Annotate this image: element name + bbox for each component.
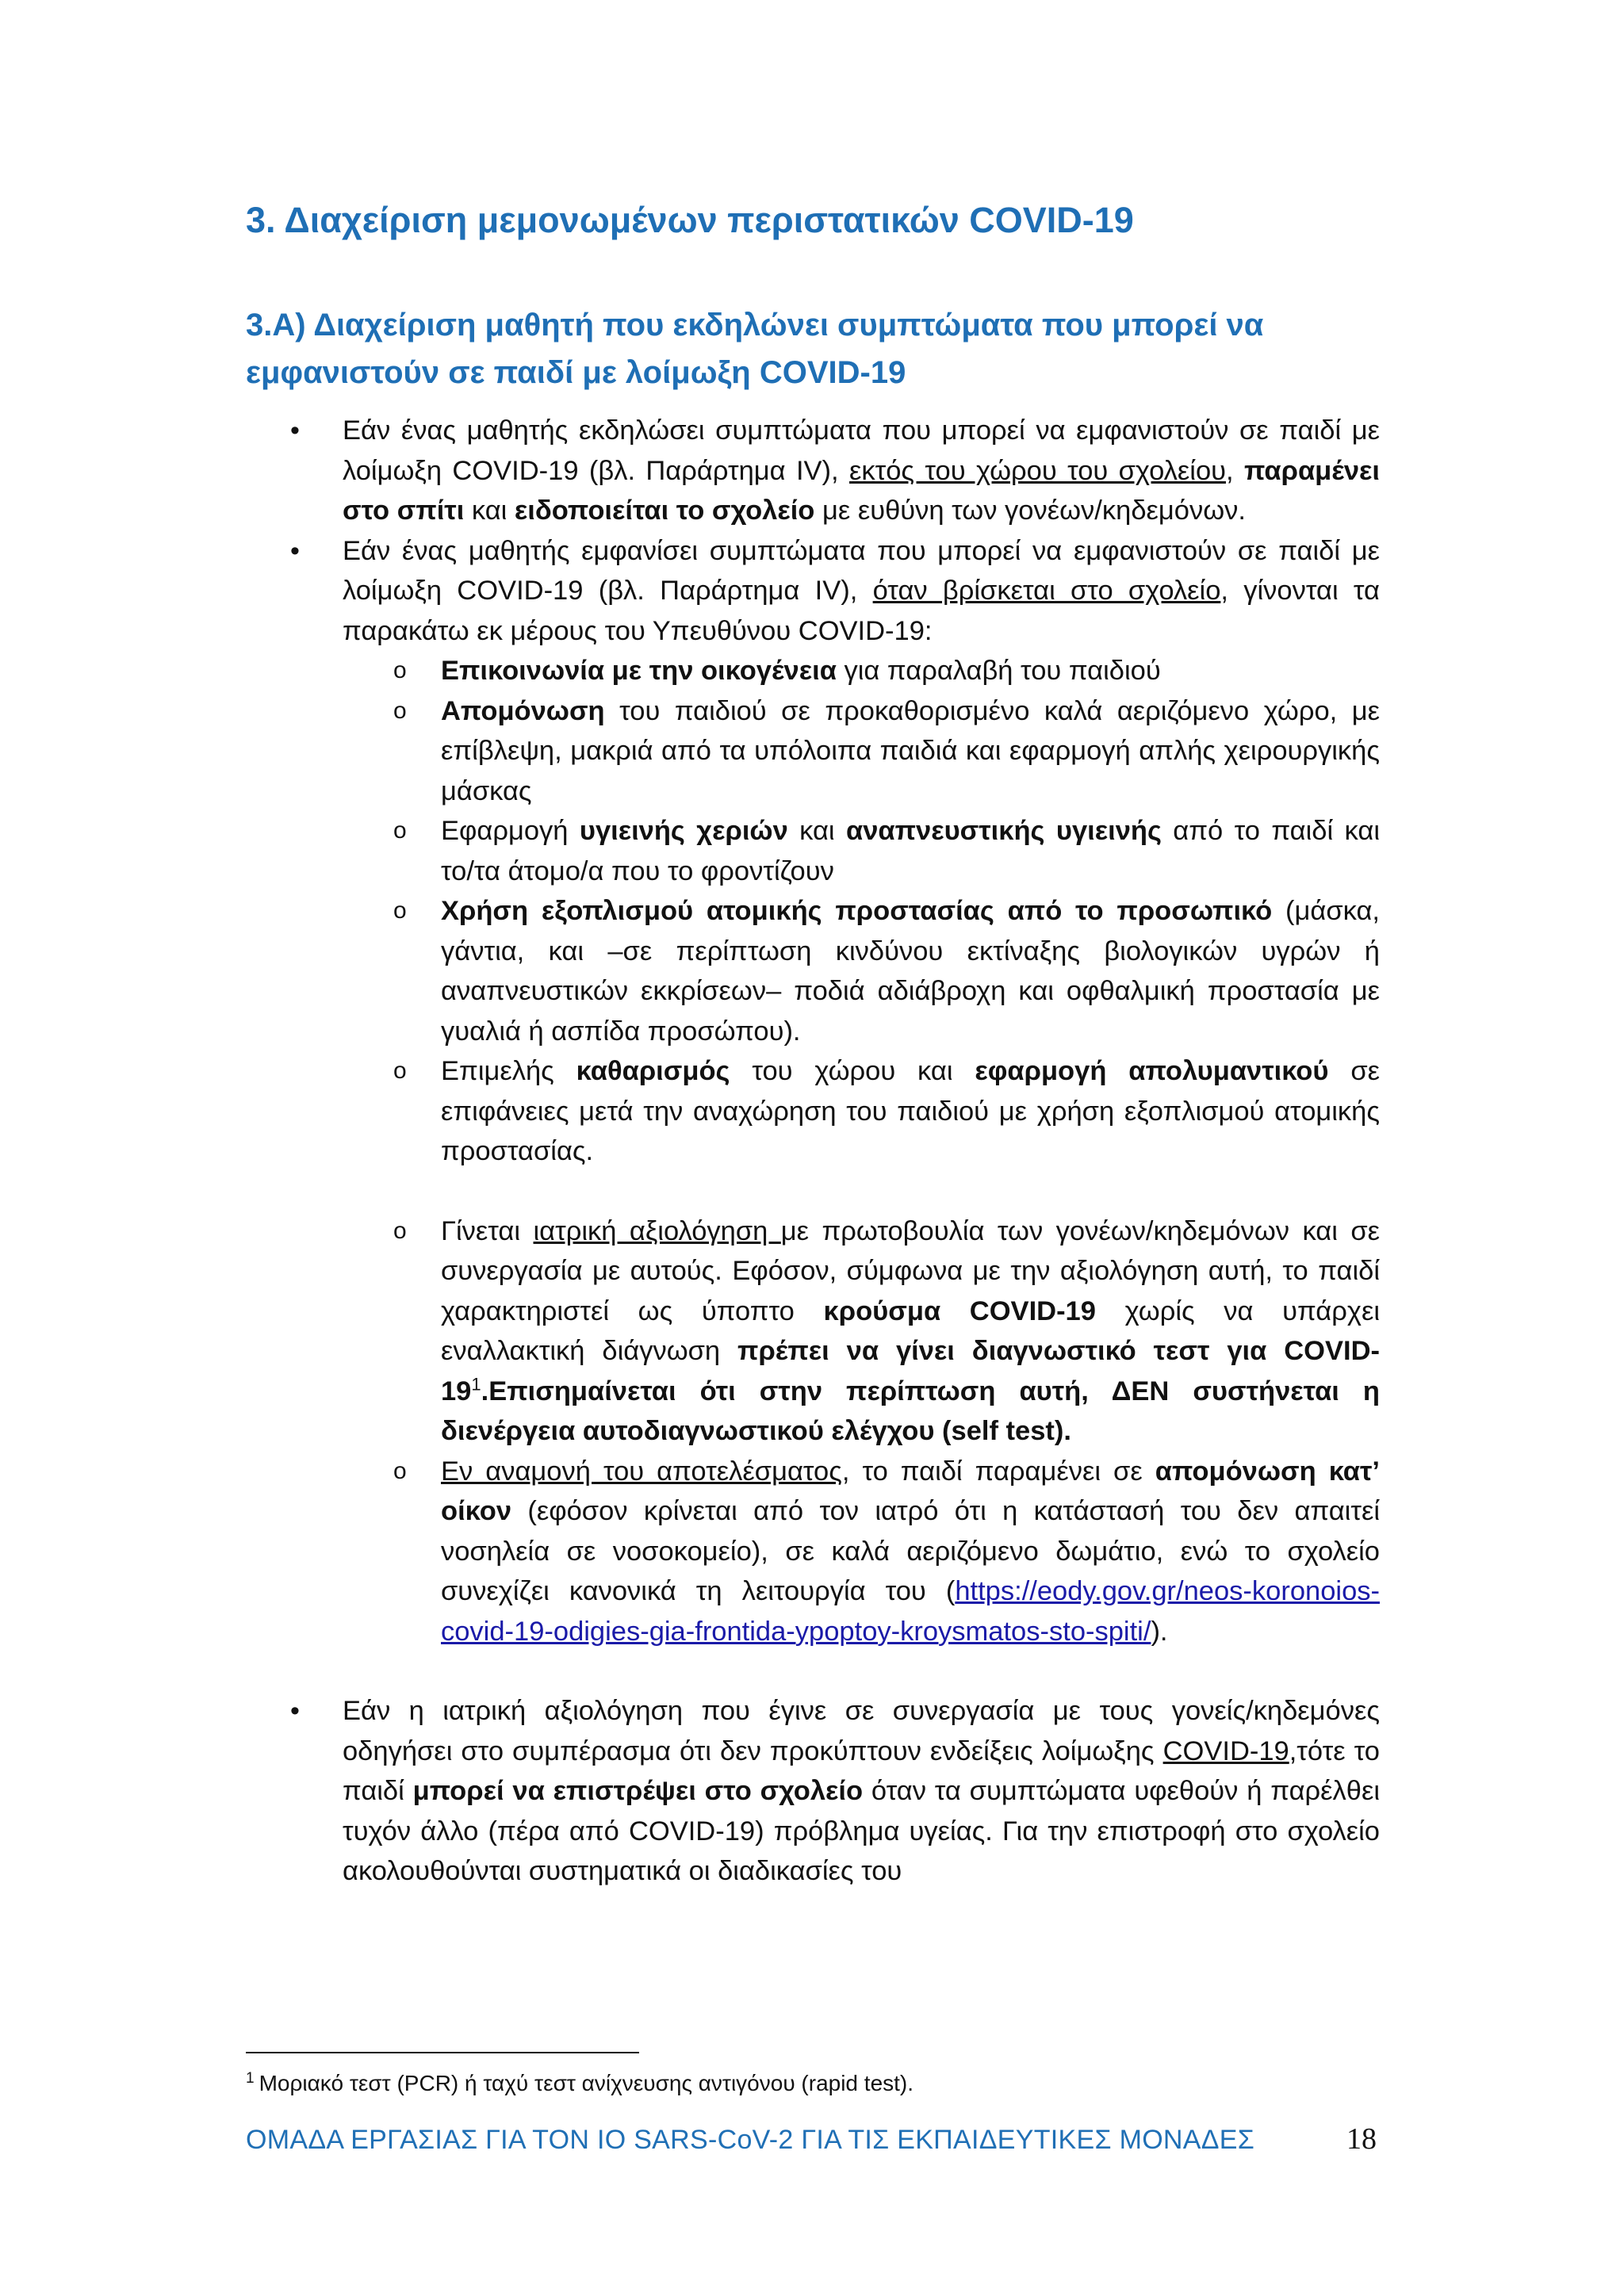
sub-item: o Επιμελής καθαρισμός του χώρου και εφαρμογή απολυμαντικού σε επιφάνειες μετά την αναχώρηση του παιδιού με χρήση εξοπλισμού ατομικής προστασίας. [246,1051,1380,1172]
page-footer: ΟΜΑΔΑ ΕΡΓΑΣΙΑΣ ΓΙΑ ΤΟΝ ΙΟ SARS-CoV-2 ΓΙΑ ΤΙΣ ΕΚΠΑΙΔΕΥΤΙΚΕΣ ΜΟΝΑΔΕΣ [246,2125,1255,2155]
bullet-item: • Εάν ένας μαθητής εκδηλώσει συμπτώματα που μπορεί να εμφανιστούν σε παιδί με λοίμωξη COVID-19 (βλ. Παράρτημα IV), εκτός του χώρου του σχολείου, παραμένει στο σπίτι και ειδοποιείται το σχολείο με ευθύνη των γονέων/κηδεμόνων. [246,411,1380,531]
page-number: 18 [1346,2122,1377,2156]
bullet-item: • Εάν ένας μαθητής εμφανίσει συμπτώματα που μπορεί να εμφανιστούν σε παιδί με λοίμωξη COVID-19 (βλ. Παράρτημα IV), όταν βρίσκεται στο σχολείο, γίνονται τα παρακάτω εκ μέρους του Υπευθύνου COVID-19: [246,531,1380,652]
footnote: $^1$ Μοριακό τεστ (PCR) ή ταχύ τεστ ανίχνευσης αντιγόνου (rapid test). [246,2069,914,2095]
subsection-heading: 3.Α) Διαχείριση μαθητή που εκδηλώνει συμπτώματα που μπορεί να εμφανιστούν σε παιδί με λοίμωξη COVID-19 [246,308,1264,390]
sub-item: o Επικοινωνία με την οικογένεια για παραλαβή του παιδιού [246,651,1380,691]
eody-link[interactable]: https://eody.gov.gr/neos-koronoios-covid-19-odigies-gia-frontida-ypoptoy-kroysmatos-sto-spiti/ [441,1576,1380,1647]
section-heading: 3. Διαχείριση μεμονωμένων περιστατικών COVID-19 [246,200,1134,240]
sub-item: o Απομόνωση του παιδιού σε προκαθορισμένο καλά αεριζόμενο χώρο, με επίβλεψη, μακριά από τα υπόλοιπα παιδιά και εφαρμογή απλής χειρουργικής μάσκας [246,691,1380,812]
sub-item: o Χρήση εξοπλισμού ατομικής προστασίας από το προσωπικό (μάσκα, γάντια, και –σε περίπτωση κινδύνου εκτίναξης βιολογικών υγρών ή αναπνευστικών εκκρίσεων– ποδιά αδιάβροχη και οφθαλμική προστασία με γυαλιά ή ασπίδα προσώπου). [246,891,1380,1051]
sub-item: o Εφαρμογή υγιεινής χεριών και αναπνευστικής υγιεινής από το παιδί και το/τα άτομο/α που το φροντίζουν [246,811,1380,891]
footnote-divider [246,2052,639,2053]
body-content [246,411,1380,1892]
footnote-reference: 1 [471,1374,481,1394]
bullet-item: • Εάν η ιατρική αξιολόγηση που έγινε σε συνεργασία με τους γονείς/κηδεμόνες οδηγήσει στο συμπέρασμα ότι δεν προκύπτουν ενδείξεις λοίμωξης COVID-19,τότε το παιδί μπορεί να επιστρέψει στο σχολείο όταν τα συμπτώματα υφεθούν ή παρέλθει τυχόν άλλο (πέρα από COVID-19) πρόβλημα υγείας. Για την επιστροφή στο σχολείο ακολουθούνται συστηματικά οι διαδικασίες του [246,1691,1380,1892]
sub-item: o Γίνεται ιατρική αξιολόγηση με πρωτοβουλία των γονέων/κηδεμόνων και σε συνεργασία με αυτούς. Εφόσον, σύμφωνα με την αξιολόγηση αυτή, το παιδί χαρακτηριστεί ως ύποπτο κρούσμα COVID-19 χωρίς να υπάρχει εναλλακτική διάγνωση πρέπει να γίνει διαγνωστικό τεστ για COVID-19$^1$.Επισημαίνεται ότι στην περίπτωση αυτή, ΔΕΝ συστήνεται η διενέργεια αυτοδιαγνωστικού ελέγχου (self test). [246,1211,1380,1452]
sub-item: o Εν αναμονή του αποτελέσματος, το παιδί παραμένει σε απομόνωση κατ’ οίκον (εφόσον κρίνεται από τον ιατρό ότι η κατάστασή του δεν απαιτεί νοσηλεία σε νοσοκομείο), σε καλά αεριζόμενο δωμάτιο, ενώ το σχολείο συνεχίζει κανονικά τη λειτουργία του (https://eody.gov.gr/neos-koronoios-covid-19-odigies-gia-frontida-ypoptoy-kroysmatos-sto-spiti/). [246,1452,1380,1652]
